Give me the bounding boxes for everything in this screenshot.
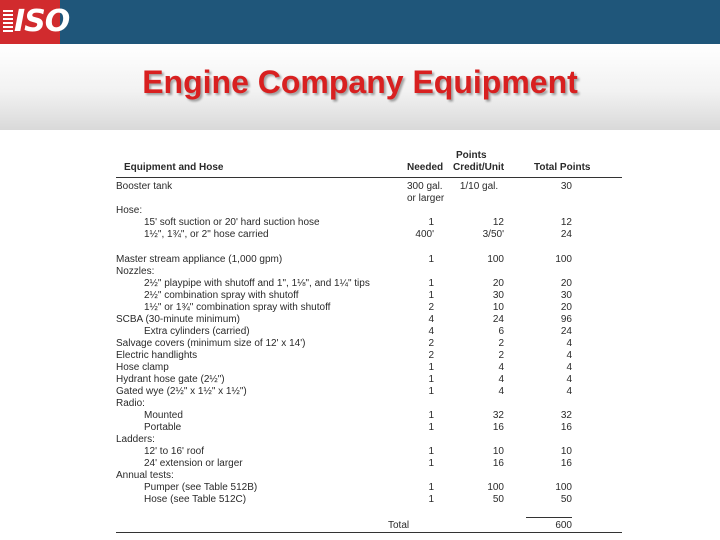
- row-item: Salvage covers (minimum size of 12' x 14'): [116, 338, 306, 349]
- row-needed: 2: [428, 338, 434, 349]
- row-total: 4: [566, 374, 572, 385]
- row-item: Gated wye (2½" x 1½" x 1½"): [116, 386, 247, 397]
- table-row: [116, 362, 622, 374]
- table-row: [116, 302, 622, 314]
- table-row: [116, 290, 622, 302]
- row-total: 12: [560, 217, 572, 228]
- row-needed: 1: [428, 482, 434, 493]
- row-item: Electric handlights: [116, 350, 198, 361]
- row-needed: 1: [428, 386, 434, 397]
- iso-logo: [0, 0, 70, 44]
- row-item: Annual tests:: [116, 470, 174, 481]
- table-row: [116, 205, 622, 217]
- row-needed: 1: [428, 494, 434, 505]
- row-item: Pumper (see Table 512B): [144, 482, 258, 493]
- page-title: Engine Company Equipment: [142, 64, 578, 100]
- table-row: [116, 398, 622, 410]
- row-needed: 1: [428, 458, 434, 469]
- row-needed: 1: [428, 254, 434, 265]
- row-item: 2½" playpipe with shutoff and 1", 1⅛", and 1¼" tips: [144, 278, 370, 289]
- row-needed: 1: [428, 446, 434, 457]
- row-needed: 1: [428, 422, 434, 433]
- row-item: 1½" or 1¾" combination spray with shutoff: [144, 302, 331, 313]
- table-row: [116, 338, 622, 350]
- row-total: 20: [560, 278, 572, 289]
- table-row: [116, 470, 622, 482]
- row-needed: 4: [428, 326, 434, 337]
- header-equipment: Equipment and Hose: [124, 162, 224, 173]
- table-row: [116, 374, 622, 386]
- row-total: 30: [560, 290, 572, 301]
- table-row: [116, 410, 622, 422]
- row-needed: 1: [428, 217, 434, 228]
- table-row: [116, 229, 622, 241]
- row-needed: 2: [428, 350, 434, 361]
- row-credit: 10: [492, 446, 504, 457]
- table-row: [116, 446, 622, 458]
- row-needed: 1: [428, 278, 434, 289]
- table-row: [116, 386, 622, 398]
- table-row: [116, 181, 622, 193]
- row-item: Hose clamp: [116, 362, 169, 373]
- row-total: 96: [560, 314, 572, 325]
- row-item: Master stream appliance (1,000 gpm): [116, 254, 283, 265]
- row-item: Mounted: [144, 410, 183, 421]
- row-item: Nozzles:: [116, 266, 155, 277]
- row-total: 16: [560, 458, 572, 469]
- row-item: 1½", 1¾", or 2" hose carried: [144, 229, 269, 240]
- row-credit: 2: [498, 350, 504, 361]
- row-item: Hose:: [116, 205, 143, 216]
- row-credit: 6: [498, 326, 504, 337]
- table-row: [116, 278, 622, 290]
- row-item: Ladders:: [116, 434, 155, 445]
- row-needed: 1: [428, 410, 434, 421]
- table-row: [116, 482, 622, 494]
- row-credit: 4: [498, 386, 504, 397]
- table-row: [116, 193, 622, 205]
- header-rule: [116, 177, 622, 178]
- table-row: [116, 350, 622, 362]
- header-total-points: Total Points: [534, 162, 591, 173]
- row-credit: 12: [492, 217, 504, 228]
- logo-text: ISO: [14, 4, 70, 39]
- row-credit: 32: [492, 410, 504, 421]
- row-credit: 3/50': [482, 229, 504, 240]
- bottom-rule: [116, 532, 622, 533]
- row-total: 100: [555, 254, 572, 265]
- row-item: 2½" combination spray with shutoff: [144, 290, 299, 301]
- row-total: 4: [566, 386, 572, 397]
- row-total: 4: [566, 338, 572, 349]
- row-credit: 4: [498, 374, 504, 385]
- row-credit: 100: [487, 254, 504, 265]
- header-credit-unit: Credit/Unit: [453, 162, 505, 173]
- row-total: 10: [560, 446, 572, 457]
- row-needed: 2: [428, 302, 434, 313]
- row-total: 24: [560, 326, 572, 337]
- logo-stripes-icon: [3, 10, 13, 34]
- row-total: 20: [560, 302, 572, 313]
- equipment-table: [116, 147, 622, 533]
- row-needed: 400': [415, 229, 434, 240]
- row-needed: 1: [428, 290, 434, 301]
- row-total: 30: [560, 181, 572, 192]
- header-needed: Needed: [407, 162, 444, 173]
- row-needed: 4: [428, 314, 434, 325]
- table-row: [116, 434, 622, 446]
- row-needed: 300 gal.: [407, 181, 443, 192]
- row-total: 100: [555, 482, 572, 493]
- row-credit: 24: [492, 314, 504, 325]
- table-row: [116, 422, 622, 434]
- row-item: 24' extension or larger: [144, 458, 243, 469]
- row-item: Extra cylinders (carried): [144, 326, 250, 337]
- table-row: [116, 266, 622, 278]
- row-needed: or larger: [407, 193, 445, 204]
- row-item: SCBA (30-minute minimum): [116, 314, 240, 325]
- row-item: Hydrant hose gate (2½"): [116, 374, 225, 385]
- table-row: [116, 326, 622, 338]
- row-item: Radio:: [116, 398, 145, 409]
- table-row: [116, 458, 622, 470]
- row-credit: 10: [492, 302, 504, 313]
- table-row: [116, 314, 622, 326]
- row-item: Hose (see Table 512C): [144, 494, 247, 505]
- table-row: [116, 217, 622, 229]
- row-needed: 1: [428, 362, 434, 373]
- row-credit: 100: [487, 482, 504, 493]
- row-total: 4: [566, 362, 572, 373]
- row-item: Booster tank: [116, 181, 173, 192]
- total-rule: [526, 517, 572, 518]
- row-item: Portable: [144, 422, 182, 433]
- row-total: 24: [560, 229, 572, 240]
- row-needed: 1: [428, 374, 434, 385]
- row-credit: 16: [492, 422, 504, 433]
- total-value: 600: [555, 520, 572, 531]
- row-credit: 20: [492, 278, 504, 289]
- row-total: 16: [560, 422, 572, 433]
- row-credit: 1/10 gal.: [459, 181, 499, 192]
- row-credit: 4: [498, 362, 504, 373]
- row-credit: 30: [492, 290, 504, 301]
- row-item: 12' to 16' roof: [144, 446, 204, 457]
- row-credit: 2: [498, 338, 504, 349]
- row-credit: 16: [492, 458, 504, 469]
- row-total: 4: [566, 350, 572, 361]
- row-total: 50: [560, 494, 572, 505]
- row-credit: 50: [492, 494, 504, 505]
- row-item: 15' soft suction or 20' hard suction hose: [144, 217, 320, 228]
- header-points: Points: [456, 150, 487, 161]
- top-bar: [0, 0, 720, 44]
- row-total: 32: [560, 410, 572, 421]
- table-row: [116, 254, 622, 266]
- total-label: Total: [388, 520, 410, 531]
- table-row: [116, 494, 622, 506]
